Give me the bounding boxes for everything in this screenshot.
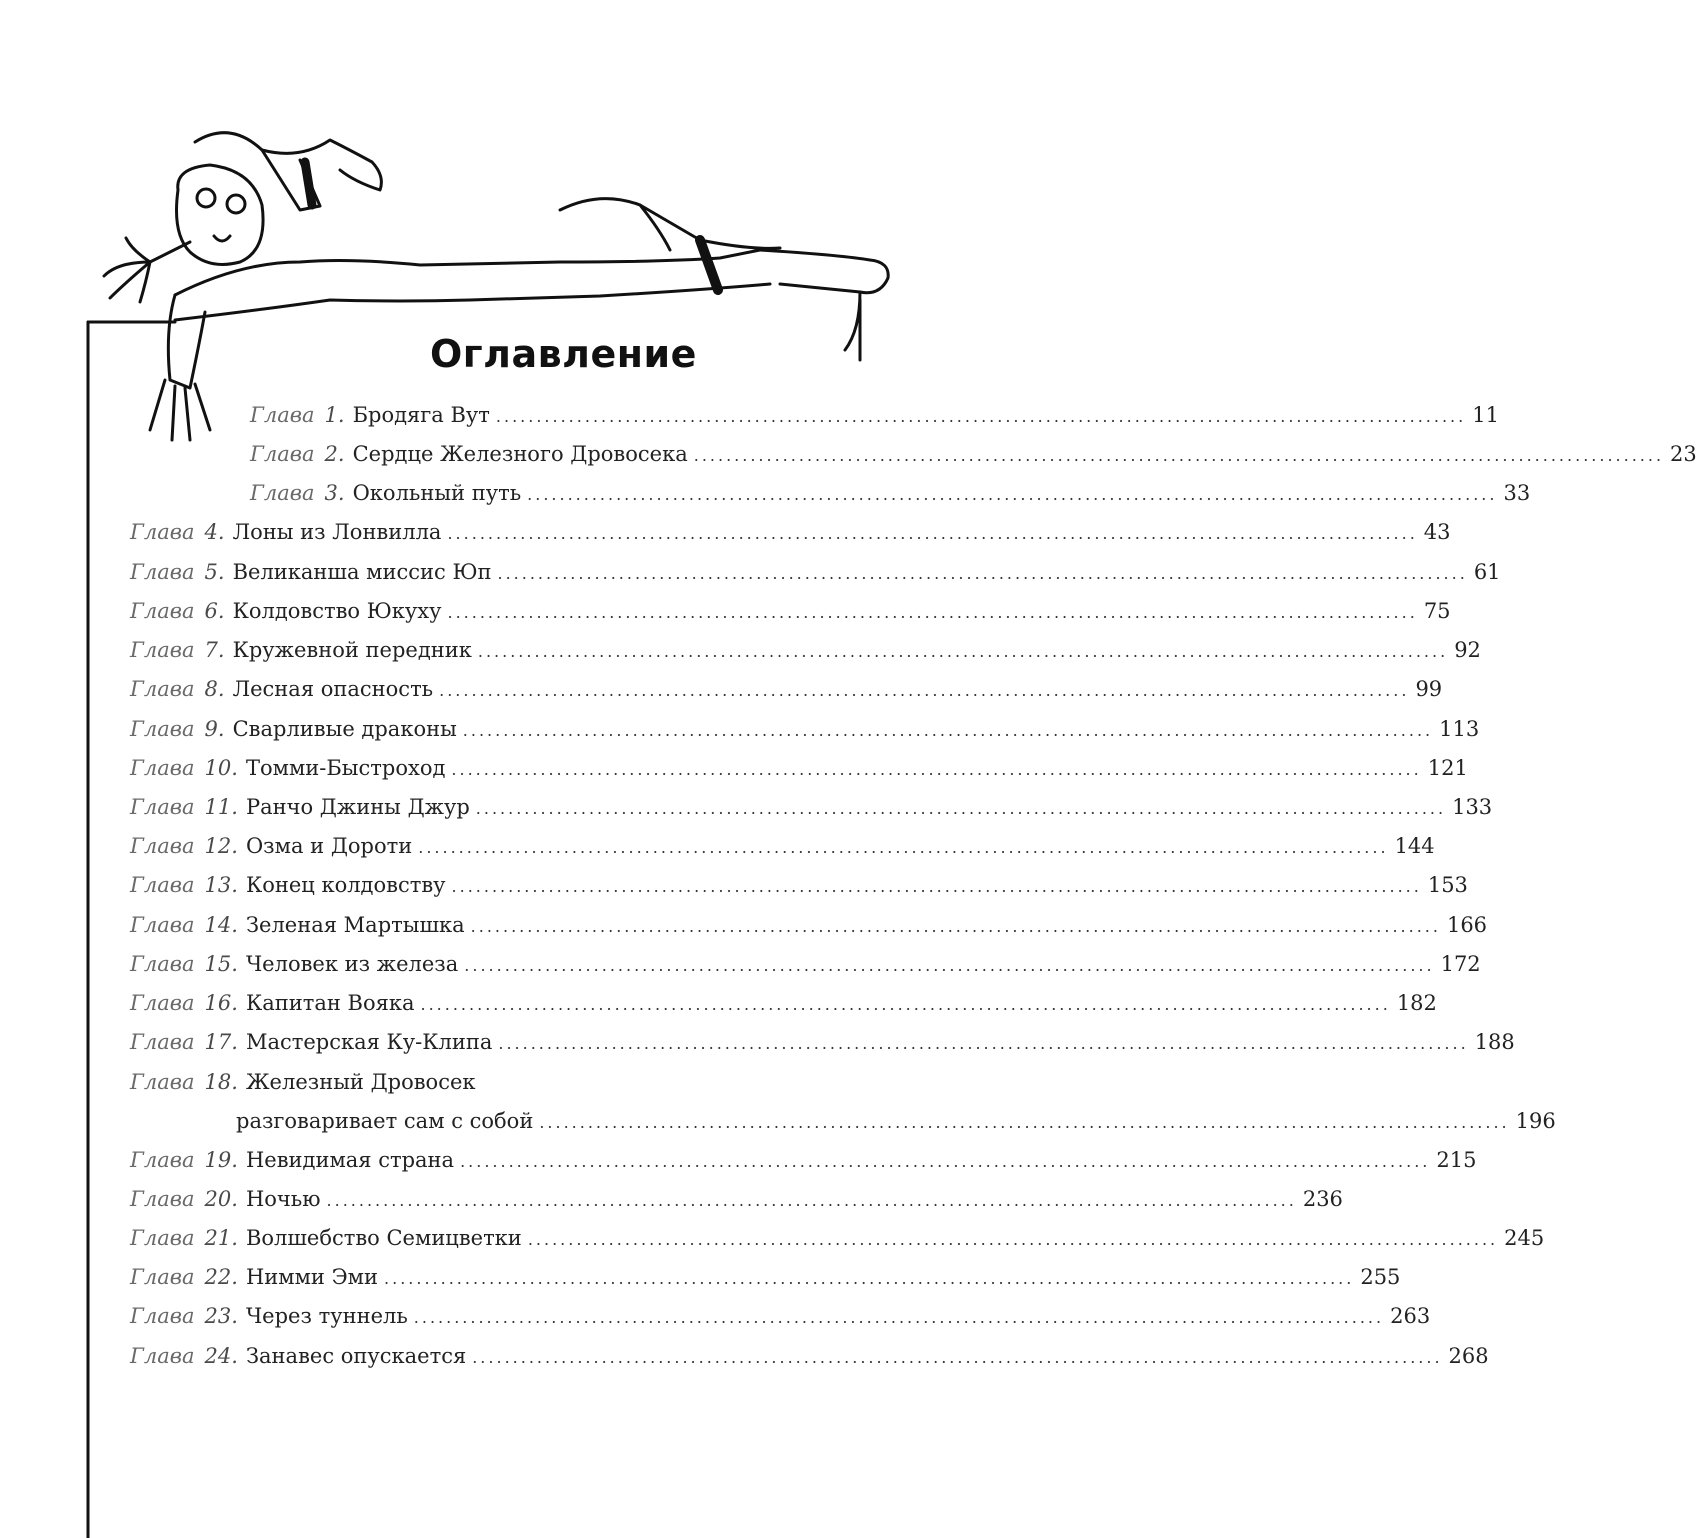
leader-dots: ........................................................................................................................ xyxy=(451,877,1422,896)
toc-entry xyxy=(130,717,1480,753)
chapter-label: Глава xyxy=(250,403,315,427)
chapter-title: Нимми Эми xyxy=(245,1265,379,1289)
chapter-title-line2: разговаривает сам с собой xyxy=(236,1109,534,1133)
toc-entry xyxy=(130,1226,1545,1262)
page-number: 268 xyxy=(1448,1344,1489,1368)
toc-entry xyxy=(250,442,1697,478)
leader-dots: ........................................................................................................................ xyxy=(413,1308,1385,1327)
chapter-number: 16. xyxy=(204,991,238,1015)
page-number: 99 xyxy=(1415,677,1443,701)
leader-dots: ........................................................................................................................ xyxy=(470,917,1441,936)
leader-dots: ........................................................................................................................ xyxy=(447,524,1418,543)
leader-dots: ........................................................................................................................ xyxy=(497,564,1468,583)
page-number: 263 xyxy=(1390,1304,1431,1328)
chapter-title: Капитан Вояка xyxy=(245,991,415,1015)
chapter-label: Глава xyxy=(130,560,195,584)
chapter-title: Невидимая страна xyxy=(245,1148,455,1172)
chapter-number: 11. xyxy=(204,795,238,819)
chapter-number: 17. xyxy=(204,1030,238,1054)
chapter-label: Глава xyxy=(130,1304,195,1328)
toc-entry xyxy=(250,481,1531,517)
page-number: 121 xyxy=(1427,756,1468,780)
chapter-title: Ночью xyxy=(245,1187,321,1211)
leader-dots: ........................................................................................................................ xyxy=(472,1348,1443,1367)
page-number: 23 xyxy=(1670,442,1697,466)
chapter-title: Озма и Дороти xyxy=(245,834,413,858)
chapter-label: Глава xyxy=(130,873,195,897)
leader-dots: ........................................................................................................................ xyxy=(495,407,1467,426)
page-number: 113 xyxy=(1439,717,1480,741)
chapter-label: Глава xyxy=(130,756,195,780)
chapter-title: Великанша миссис Юп xyxy=(232,560,492,584)
leader-dots: ........................................................................................................................ xyxy=(420,995,1391,1014)
chapter-label: Глава xyxy=(130,1187,195,1211)
chapter-title: Окольный путь xyxy=(352,481,522,505)
page-number: 166 xyxy=(1446,913,1488,937)
chapter-number: 15. xyxy=(204,952,238,976)
toc-entry xyxy=(250,403,1499,439)
chapter-title: Через туннель xyxy=(245,1304,408,1328)
toc-entry-continuation xyxy=(228,1109,1556,1145)
chapter-number: 3. xyxy=(324,481,345,505)
page-number: 153 xyxy=(1427,873,1468,897)
toc-entry xyxy=(130,1304,1431,1340)
leader-dots: ........................................................................................................................ xyxy=(418,838,1389,857)
chapter-title: Волшебство Семицветки xyxy=(245,1226,522,1250)
chapter-title: Мастерская Ку-Клипа xyxy=(245,1030,493,1054)
chapter-number: 20. xyxy=(204,1187,238,1211)
leader-dots: ........................................................................................................................ xyxy=(464,956,1435,975)
chapter-title: Томми-Быстроход xyxy=(245,756,446,780)
chapter-label: Глава xyxy=(130,717,195,741)
page-number: 196 xyxy=(1515,1109,1556,1133)
toc-entry xyxy=(130,1265,1401,1301)
chapter-label: Глава xyxy=(250,481,315,505)
chapter-title: Занавес опускается xyxy=(245,1344,467,1368)
chapter-label: Глава xyxy=(130,952,195,976)
chapter-number: 14. xyxy=(204,913,238,937)
page-number: 75 xyxy=(1423,599,1451,623)
chapter-label: Глава xyxy=(130,913,195,937)
page-number: 215 xyxy=(1436,1148,1477,1172)
chapter-number: 6. xyxy=(204,599,225,623)
toc-entry xyxy=(130,560,1501,596)
chapter-number: 2. xyxy=(324,442,345,466)
page-number: 182 xyxy=(1396,991,1437,1015)
chapter-title: Колдовство Юкуху xyxy=(232,599,442,623)
chapter-number: 8. xyxy=(204,677,225,701)
page-number: 133 xyxy=(1452,795,1493,819)
toc-entry xyxy=(130,520,1451,556)
chapter-number: 21. xyxy=(204,1226,238,1250)
chapter-number: 1. xyxy=(324,403,345,427)
leader-dots: ........................................................................................................................ xyxy=(527,1230,1499,1249)
leader-dots: ........................................................................................................................ xyxy=(498,1034,1469,1053)
chapter-title: Кружевной передник xyxy=(232,638,472,662)
leader-dots: ........................................................................................................................ xyxy=(439,681,1410,700)
toc-entry xyxy=(130,1148,1477,1184)
chapter-title: Ранчо Джины Джур xyxy=(245,795,470,819)
page-number: 236 xyxy=(1302,1187,1343,1211)
toc-entry xyxy=(130,638,1481,674)
leader-dots: ........................................................................................................................ xyxy=(451,760,1422,779)
chapter-title: Сварливые драконы xyxy=(232,717,457,741)
page-number: 255 xyxy=(1360,1265,1401,1289)
toc-entry xyxy=(130,1187,1343,1223)
leader-dots: ........................................................................................................................ xyxy=(539,1113,1510,1132)
chapter-number: 13. xyxy=(204,873,238,897)
toc-entry xyxy=(130,913,1488,949)
leader-dots: ........................................................................................................................ xyxy=(693,446,1665,465)
leader-dots: ........................................................................................................................ xyxy=(462,721,1434,740)
chapter-title: Конец колдовству xyxy=(245,873,446,897)
chapter-number: 19. xyxy=(204,1148,238,1172)
chapter-label: Глава xyxy=(130,1226,195,1250)
chapter-label: Глава xyxy=(130,520,195,544)
toc-entry xyxy=(130,599,1451,635)
chapter-number: 7. xyxy=(204,638,225,662)
chapter-number: 5. xyxy=(204,560,225,584)
chapter-title: Человек из железа xyxy=(245,952,459,976)
chapter-number: 9. xyxy=(204,717,225,741)
page-number: 61 xyxy=(1473,560,1501,584)
chapter-title: Зеленая Мартышка xyxy=(245,913,465,937)
chapter-number: 12. xyxy=(204,834,238,858)
chapter-number: 24. xyxy=(204,1344,238,1368)
chapter-label: Глава xyxy=(130,834,195,858)
page-number: 92 xyxy=(1454,638,1481,662)
page-number: 144 xyxy=(1394,834,1435,858)
toc-entry xyxy=(130,991,1437,1027)
toc-entry xyxy=(130,756,1468,792)
leader-dots: ........................................................................................................................ xyxy=(475,799,1447,818)
toc-entry xyxy=(130,952,1481,988)
toc-entry xyxy=(130,1030,1515,1066)
chapter-label: Глава xyxy=(130,599,195,623)
page-number: 188 xyxy=(1474,1030,1515,1054)
leader-dots: ........................................................................................................................ xyxy=(384,1269,1355,1288)
chapter-label: Глава xyxy=(130,638,195,662)
chapter-number: 22. xyxy=(204,1265,238,1289)
chapter-label: Глава xyxy=(130,1344,195,1368)
chapter-label: Глава xyxy=(130,1030,195,1054)
chapter-title: Лоны из Лонвилла xyxy=(232,520,442,544)
leader-dots: ........................................................................................................................ xyxy=(477,642,1449,661)
chapter-label: Глава xyxy=(130,1070,195,1094)
page-number: 33 xyxy=(1503,481,1531,505)
page-number: 245 xyxy=(1504,1226,1545,1250)
toc-entry xyxy=(130,1070,812,1106)
leader-dots: ........................................................................................................................ xyxy=(460,1152,1431,1171)
chapter-title: Железный Дровосек xyxy=(245,1070,476,1094)
toc-entry xyxy=(130,677,1443,713)
chapter-title: Бродяга Вут xyxy=(352,403,490,427)
chapter-number: 23. xyxy=(204,1304,238,1328)
chapter-number: 18. xyxy=(204,1070,238,1094)
toc-entry xyxy=(130,795,1493,831)
chapter-label: Глава xyxy=(130,1265,195,1289)
chapter-number: 4. xyxy=(204,520,225,544)
leader-dots: ........................................................................................................................ xyxy=(326,1191,1297,1210)
leader-dots: ........................................................................................................................ xyxy=(447,603,1418,622)
toc-entry xyxy=(130,834,1435,870)
chapter-label: Глава xyxy=(130,677,195,701)
chapter-label: Глава xyxy=(250,442,315,466)
page-number: 172 xyxy=(1440,952,1481,976)
chapter-title: Сердце Железного Дровосека xyxy=(352,442,688,466)
chapter-label: Глава xyxy=(130,1148,195,1172)
leader-dots: ........................................................................................................................ xyxy=(527,485,1498,504)
page-number: 43 xyxy=(1423,520,1451,544)
chapter-number: 10. xyxy=(204,756,238,780)
chapter-title: Лесная опасность xyxy=(232,677,434,701)
chapter-label: Глава xyxy=(130,795,195,819)
page-number: 11 xyxy=(1472,403,1499,427)
toc-entry xyxy=(130,873,1468,909)
chapter-label: Глава xyxy=(130,991,195,1015)
page-title: Оглавление xyxy=(430,332,697,376)
toc-entry xyxy=(130,1344,1489,1380)
